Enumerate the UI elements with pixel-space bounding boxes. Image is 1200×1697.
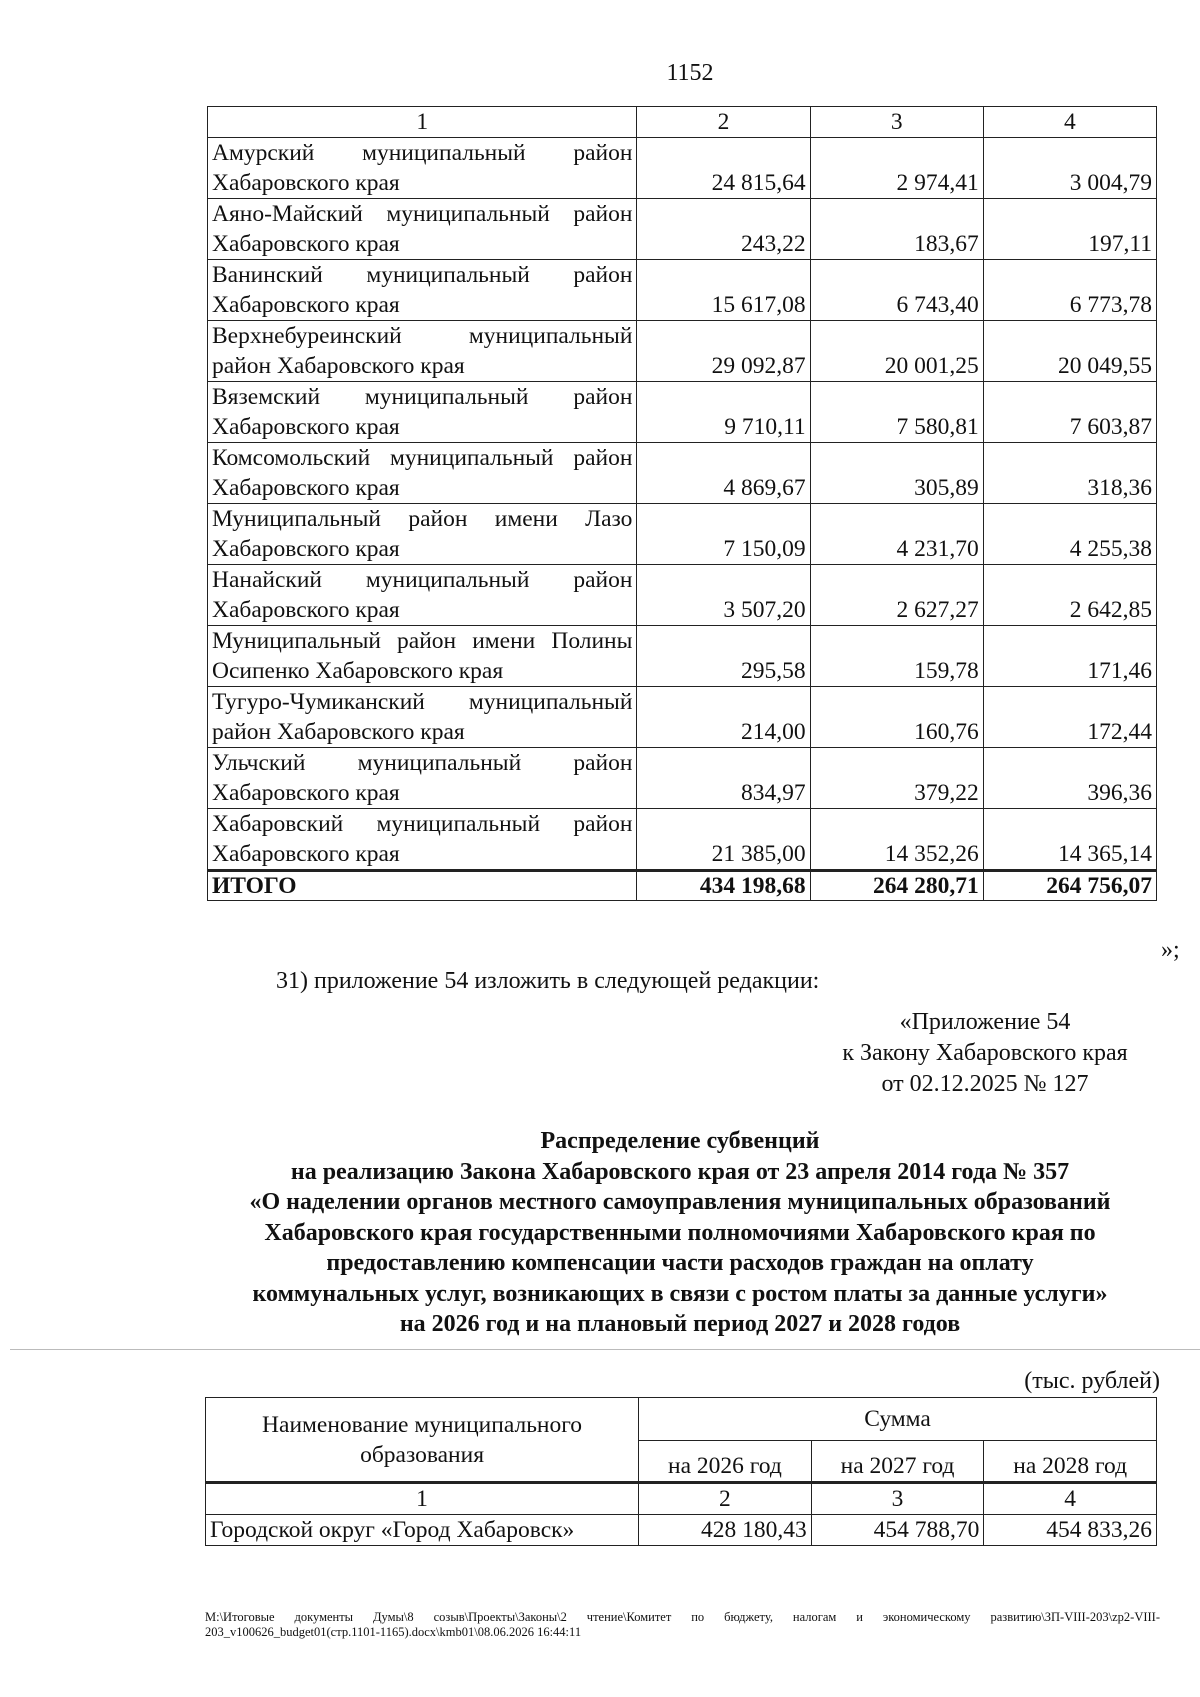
total-row [208, 871, 1157, 901]
appendix-reference [820, 1007, 1150, 1100]
municipality-name: Амурский муниципальный район Хабаровского края [208, 138, 637, 199]
units-label: (тыс. рублей) [1024, 1368, 1160, 1394]
value-2027: 454 788,70 [811, 1515, 984, 1546]
value-2027: 20 001,25 [810, 321, 983, 382]
value-2026: 428 180,43 [639, 1515, 812, 1546]
municipality-name: Ульчский муниципальный район Хабаровского края [208, 748, 637, 809]
file-path-footer: M:\Итоговые документы Думы\8 созыв\Проекты\Законы\2 чтение\Комитет по бюджету, налогам и экономическому развитию\ЗП-VIII-203\zp2-VIII-203_v100626_budget01(стр.1101-1165).docx\kmb01\08.06.2026 16:44:11 [205, 1610, 1160, 1639]
column-index: 1 [206, 1483, 639, 1515]
distribution-table [205, 1397, 1157, 1546]
column-index: 4 [984, 1483, 1157, 1515]
value-2026: 9 710,11 [637, 382, 810, 443]
table-header-row [206, 1398, 1157, 1441]
value-2026: 295,58 [637, 626, 810, 687]
total-2028: 264 756,07 [983, 871, 1156, 901]
document-title [180, 1126, 1180, 1340]
value-2028: 197,11 [983, 199, 1156, 260]
column-index: 1 [208, 107, 637, 138]
table-row [208, 687, 1157, 748]
title-line: на реализацию Закона Хабаровского края от 23 апреля 2014 года № 357 [290, 1158, 1070, 1185]
value-2028: 2 642,85 [983, 565, 1156, 626]
closing-quote: »; [1161, 937, 1180, 963]
value-2026: 7 150,09 [637, 504, 810, 565]
column-index: 3 [811, 1483, 984, 1515]
title-line: коммунальных услуг, возникающих в связи с ростом платы за данные услуги» [252, 1280, 1108, 1307]
value-2027: 379,22 [810, 748, 983, 809]
table-row [208, 321, 1157, 382]
value-2026: 243,22 [637, 199, 810, 260]
value-2026: 24 815,64 [637, 138, 810, 199]
value-2028: 4 255,38 [983, 504, 1156, 565]
municipality-name: Аяно-Майский муниципальный район Хабаровского края [208, 199, 637, 260]
value-2026: 21 385,00 [637, 809, 810, 871]
distribution-table-continued [207, 106, 1157, 901]
page-number: 1152 [666, 60, 714, 86]
value-2028: 7 603,87 [983, 382, 1156, 443]
table-row [208, 199, 1157, 260]
value-2028: 396,36 [983, 748, 1156, 809]
column-index: 2 [639, 1483, 812, 1515]
title-line: Распределение субвенций [540, 1128, 820, 1154]
value-2027: 7 580,81 [810, 382, 983, 443]
municipality-name: Комсомольский муниципальный район Хабаровского края [208, 443, 637, 504]
table-header-row [208, 107, 1157, 138]
value-2027: 160,76 [810, 687, 983, 748]
municipality-name: Нанайский муниципальный район Хабаровского края [208, 565, 637, 626]
value-2027: 2 974,41 [810, 138, 983, 199]
value-2028: 6 773,78 [983, 260, 1156, 321]
column-index: 3 [810, 107, 983, 138]
value-2027: 159,78 [810, 626, 983, 687]
table-row [208, 138, 1157, 199]
value-2027: 305,89 [810, 443, 983, 504]
title-line: Хабаровского края государственными полномочиями Хабаровского края по [264, 1219, 1096, 1246]
sum-column-header: Сумма [639, 1398, 1157, 1441]
table-row [208, 382, 1157, 443]
title-line: «О наделении органов местного самоуправления муниципальных образований [249, 1189, 1111, 1215]
year-header: на 2026 год [639, 1441, 812, 1483]
municipality-name: Хабаровский муниципальный район Хабаровского края [208, 809, 637, 871]
municipality-name: Верхнебуреинский муниципальный район Хабаровского края [208, 321, 637, 382]
municipality-name: Городской округ «Город Хабаровск» [206, 1515, 639, 1546]
value-2028: 20 049,55 [983, 321, 1156, 382]
table-row [208, 565, 1157, 626]
divider [10, 1349, 1200, 1350]
value-2028: 171,46 [983, 626, 1156, 687]
municipality-name: Вяземский муниципальный район Хабаровского края [208, 382, 637, 443]
table-row [208, 809, 1157, 871]
table-row [208, 626, 1157, 687]
value-2026: 834,97 [637, 748, 810, 809]
value-2026: 214,00 [637, 687, 810, 748]
appendix-line: к Закону Хабаровского края [842, 1040, 1128, 1066]
total-2027: 264 280,71 [810, 871, 983, 901]
value-2027: 2 627,27 [810, 565, 983, 626]
name-column-header: Наименование муниципального образования [206, 1398, 639, 1483]
column-index-row [206, 1483, 1157, 1515]
value-2026: 3 507,20 [637, 565, 810, 626]
table-row [206, 1515, 1157, 1546]
value-2027: 183,67 [810, 199, 983, 260]
table-row [208, 748, 1157, 809]
appendix-line: «Приложение 54 [899, 1009, 1071, 1035]
municipality-name: Муниципальный район имени Полины Осипенко Хабаровского края [208, 626, 637, 687]
municipality-name: Ванинский муниципальный район Хабаровского края [208, 260, 637, 321]
value-2028: 318,36 [983, 443, 1156, 504]
value-2026: 15 617,08 [637, 260, 810, 321]
table-row [208, 260, 1157, 321]
municipality-name: Тугуро-Чумиканский муниципальный район Хабаровского края [208, 687, 637, 748]
value-2027: 4 231,70 [810, 504, 983, 565]
value-2028: 3 004,79 [983, 138, 1156, 199]
column-index: 4 [983, 107, 1156, 138]
value-2026: 29 092,87 [637, 321, 810, 382]
amendment-paragraph: 31) приложение 54 изложить в следующей редакции: [276, 968, 820, 994]
value-2026: 4 869,67 [637, 443, 810, 504]
appendix-line: от 02.12.2025 № 127 [881, 1071, 1089, 1097]
table-row [208, 504, 1157, 565]
value-2027: 14 352,26 [810, 809, 983, 871]
table-row [208, 443, 1157, 504]
year-header: на 2027 год [811, 1441, 984, 1483]
value-2028: 454 833,26 [984, 1515, 1157, 1546]
value-2028: 14 365,14 [983, 809, 1156, 871]
title-line: на 2026 год и на плановый период 2027 и 2028 годов [399, 1311, 961, 1337]
total-label: ИТОГО [208, 871, 637, 901]
year-header: на 2028 год [984, 1441, 1157, 1483]
total-2026: 434 198,68 [637, 871, 810, 901]
value-2027: 6 743,40 [810, 260, 983, 321]
municipality-name: Муниципальный район имени Лазо Хабаровского края [208, 504, 637, 565]
column-index: 2 [637, 107, 810, 138]
value-2028: 172,44 [983, 687, 1156, 748]
title-line: предоставлению компенсации части расходов граждан на оплату [326, 1250, 1034, 1276]
